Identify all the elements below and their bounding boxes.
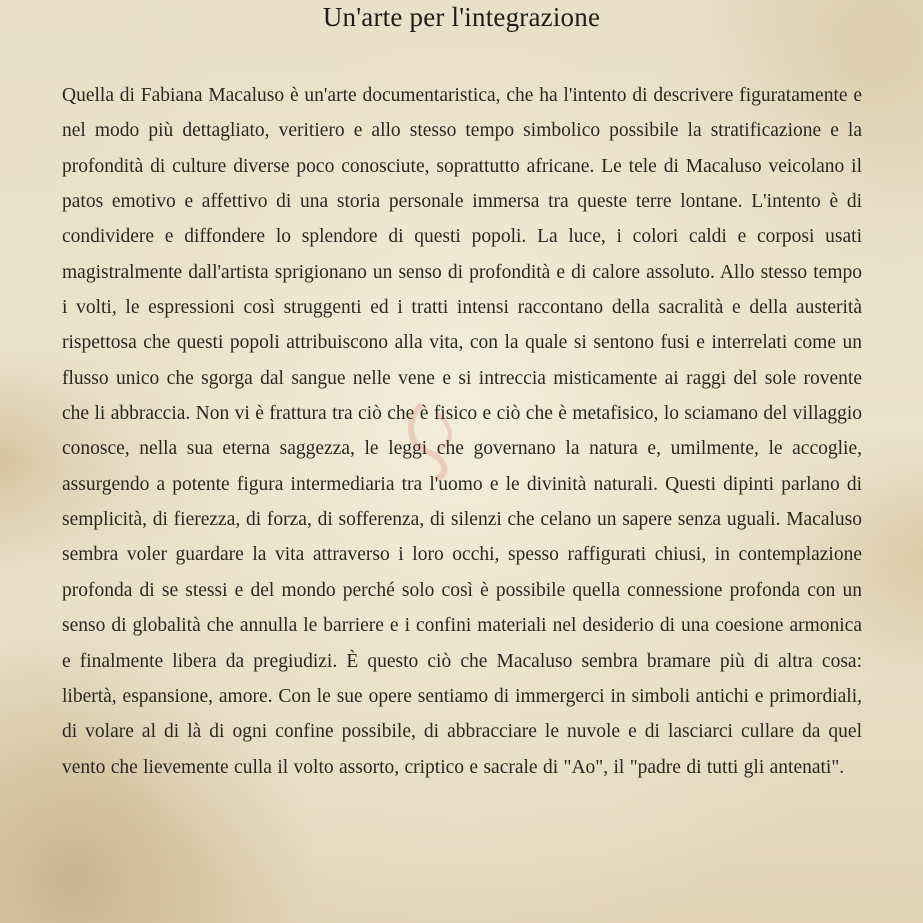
page-title: Un'arte per l'integrazione — [322, 2, 601, 32]
body-paragraph: Quella di Fabiana Macaluso è un'arte documentaristica, che ha l'intento di descrivere figuratamente e nel modo più dettagliato, veritiero e allo stesso tempo simbolico possibile la stratificazione e la profondità di culture diverse poco conosciute, soprattutto africane. Le tele di Macaluso veicolano il patos emotivo e affettivo di una storia personale immersa tra queste terre lontane. L'intento è di condividere e diffondere lo splendore di questi popoli. La luce, i colori caldi e corposi usati magistralmente dall'artista sprigionano un senso di profondità e di calore assoluto. Allo stesso tempo i volti, le espressioni così struggenti ed i tratti intensi raccontano della sacralità e della austerità rispettosa che questi popoli attribuiscono alla vita, con la quale si sentono fusi e interrelati come un flusso unico che sgorga dal sangue nelle vene e si intreccia misticamente ai raggi del sole rovente che li abbraccia. Non vi è frattura tra ciò che è fisico e ciò che è metafisico, lo sciamano del villaggio conosce, nella sua eterna saggezza, le leggi che governano la natura e, umilmente, le accoglie, assurgendo a potente figura intermediaria tra l'uomo e le divinità naturali. Questi dipinti parlano di semplicità, di fierezza, di forza, di sofferenza, di silenzi che celano un sapere senza uguali. Macaluso sembra voler guardare la vita attraverso i loro occhi, spesso raffigurati chiusi, in contemplazione profonda di se stessi e del mondo perché solo così è possibile quella connessione profonda con un senso di globalità che annulla le barriere e i confini materiali nel desiderio di una coesione armonica e finalmente libera da pregiudizi. È questo ciò che Macaluso sembra bramare più di altra cosa: libertà, espansione, amore. Con le sue opere sentiamo di immergerci in simboli antichi e primordiali, di volare al di là di ogni confine possibile, di abbracciare le nuvole e di lasciarci cullare da quel vento che lievemente culla il volto assorto, criptico e sacrale di "Ao", il "padre di tutti gli antenati". — [62, 85, 862, 778]
